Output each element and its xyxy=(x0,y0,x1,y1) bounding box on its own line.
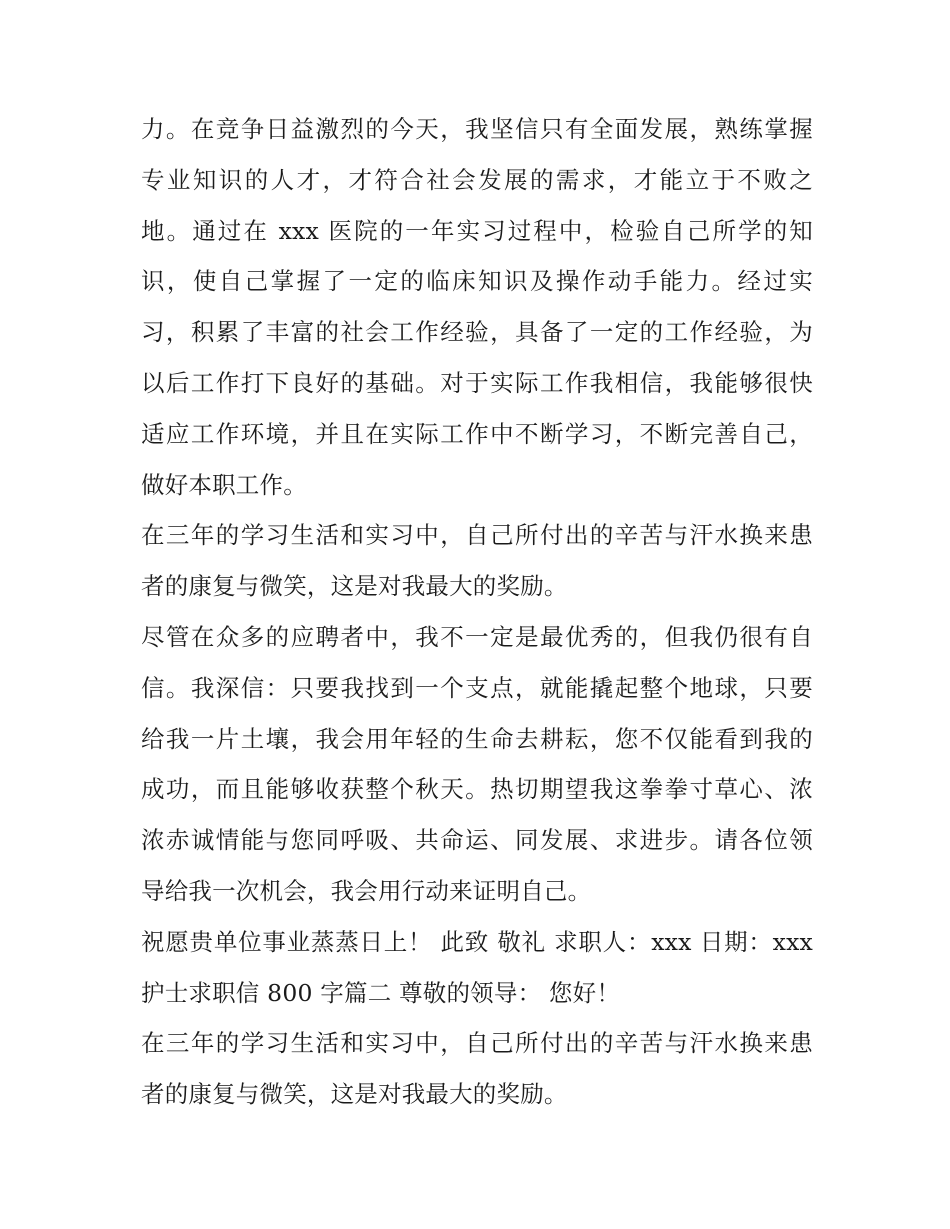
paragraph-reward-repeat xyxy=(141,1018,813,1120)
paragraph-reward xyxy=(141,510,813,612)
text-line: 尽管在众多的应聘者中，我不一定是最优秀的，但我仍很有自 xyxy=(141,622,813,651)
text-line: 导给我一次机会，我会用行动来证明自己。 xyxy=(141,876,592,905)
text-line: 者的康复与微笑，这是对我最大的奖励。 xyxy=(141,572,568,601)
text-line: 习，积累了丰富的社会工作经验，具备了一定的工作经验，为 xyxy=(141,318,813,347)
paragraph-confidence xyxy=(141,612,813,917)
text-line: 信。我深信：只要我找到一个支点，就能撬起整个地球，只要 xyxy=(141,673,813,702)
text-line: 地。通过在 xxx 医院的一年实习过程中，检验自己所学的知 xyxy=(141,216,813,245)
paragraph-internship-summary xyxy=(141,104,813,510)
document-body xyxy=(141,104,813,1120)
text-line: 护士求职信 800 字篇二 尊敬的领导： 您好！ xyxy=(141,978,621,1007)
text-line: 祝愿贵单位事业蒸蒸日上！ 此致 敬礼 求职人：xxx 日期：xxx xyxy=(141,927,813,956)
text-line: 力。在竞争日益激烈的今天，我坚信只有全面发展，熟练掌握 xyxy=(141,115,813,143)
text-line: 在三年的学习生活和实习中，自己所付出的辛苦与汗水换来患 xyxy=(141,521,813,550)
text-line: 适应工作环境，并且在实际工作中不断学习，不断完善自己， xyxy=(141,419,813,448)
text-line: 者的康复与微笑，这是对我最大的奖励。 xyxy=(141,1080,568,1109)
text-line: 以后工作打下良好的基础。对于实际工作我相信，我能够很快 xyxy=(141,368,813,397)
text-line: 在三年的学习生活和实习中，自己所付出的辛苦与汗水换来患 xyxy=(141,1029,813,1058)
text-line: 识，使自己掌握了一定的临床知识及操作动手能力。经过实 xyxy=(141,267,813,296)
paragraph-closing xyxy=(141,917,813,1019)
text-line: 浓赤诚情能与您同呼吸、共命运、同发展、求进步。请各位领 xyxy=(141,826,813,855)
text-line: 给我一片土壤，我会用年轻的生命去耕耘，您不仅能看到我的 xyxy=(141,724,813,753)
text-line: 成功，而且能够收获整个秋天。热切期望我这拳拳寸草心、浓 xyxy=(141,775,813,804)
text-line: 专业知识的人才，才符合社会发展的需求，才能立于不败之 xyxy=(141,165,813,194)
text-line: 做好本职工作。 xyxy=(141,470,307,499)
